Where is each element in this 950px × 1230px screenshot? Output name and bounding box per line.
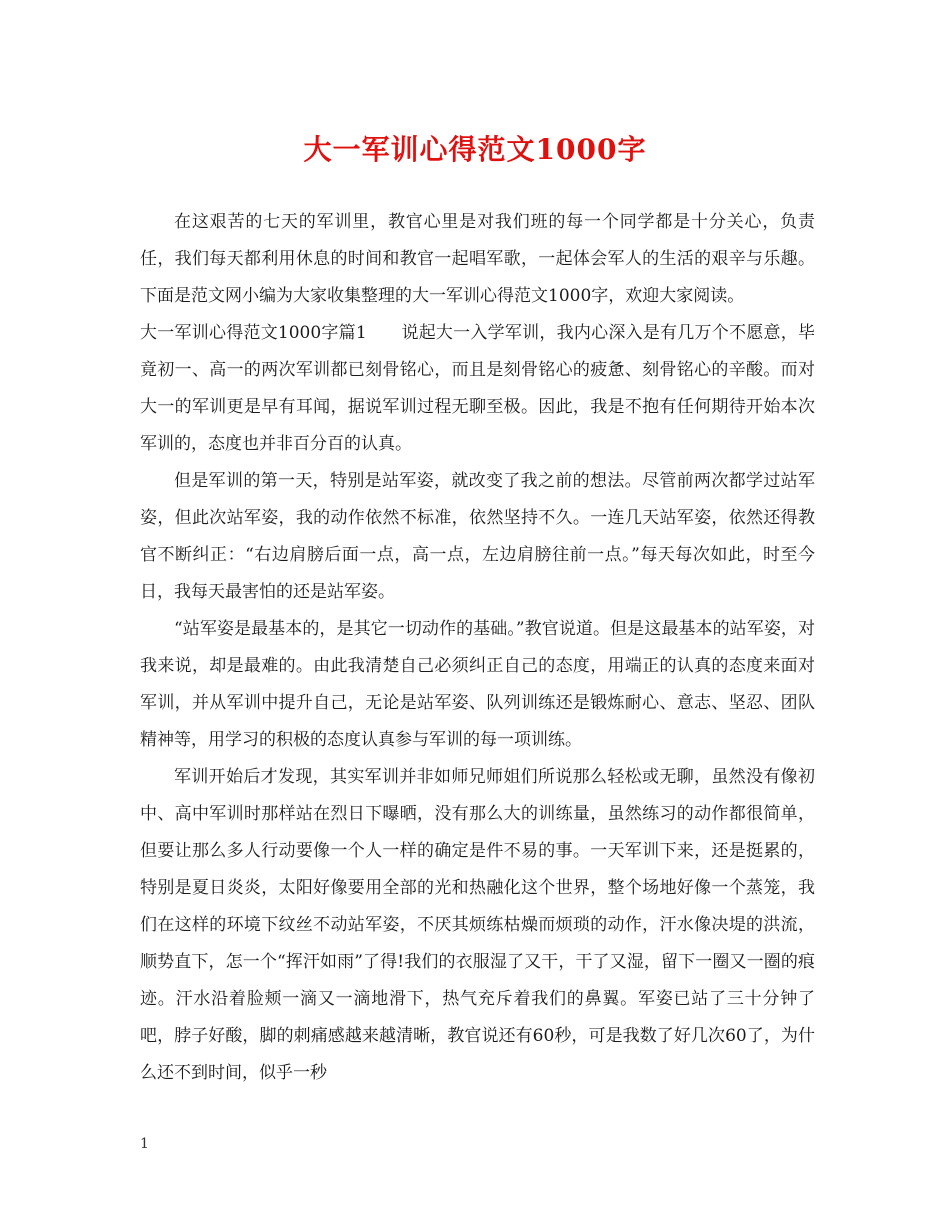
paragraph-intro: 在这艰苦的七天的军训里，教官心里是对我们班的每一个同学都是十分关心，负责任，我们每天都利用休息的时间和教官一起唱军歌，一起体会军人的生活的艰辛与乐趣。下面是范文网小编为大家收集整理的大一军训心得范文1000字，欢迎大家阅读。	[140, 212, 815, 306]
paragraph-instructor-quote: “站军姿是最基本的，是其它一切动作的基础。”教官说道。但是这最基本的站军姿，对我来说，却是最难的。由此我清楚自己必须纠正自己的态度，用端正的认真的态度来面对军训，并从军训中提升自己，无论是站军姿、队列训练还是锻炼耐心、意志、坚忍、团队精神等，用学习的积极的态度认真参与军训的每一项训练。	[140, 619, 815, 750]
paragraph-military-posture: 但是军训的第一天，特别是站军姿，就改变了我之前的想法。尽管前两次都学过站军姿，但此次站军姿，我的动作依然不标准，依然坚持不久。一连几天站军姿，依然还得教官不断纠正：“右边肩膀后面一点，高一点，左边肩膀往前一点。”每天每次如此，时至今日，我每天最害怕的还是站军姿。	[140, 471, 815, 602]
paragraph-article-1: 大一军训心得范文1000字篇1 说起大一入学军训，我内心深入是有几万个不愿意，毕竟初一、高一的两次军训都已刻骨铭心，而且是刻骨铭心的疲惫、刻骨铭心的辛酸。而对大一的军训更是早有耳闻，据说军训过程无聊至极。因此，我是不抱有任何期待开始本次军训的，态度也并非百分百的认真。	[140, 323, 815, 454]
document-body	[140, 204, 815, 1092]
paragraph-training-experience: 军训开始后才发现，其实军训并非如师兄师姐们所说那么轻松或无聊，虽然没有像初中、高中军训时那样站在烈日下曝晒，没有那么大的训练量，虽然练习的动作都很简单，但要让那么多人行动要像一个人一样的确定是件不易的事。一天军训下来，还是挺累的，特别是夏日炎炎，太阳好像要用全部的光和热融化这个世界，整个场地好像一个蒸笼，我们在这样的环境下纹丝不动站军姿，不厌其烦练枯燥而烦琐的动作，汗水像决堤的洪流，顺势直下，怎一个“挥汗如雨”了得!我们的衣服湿了又干，干了又湿，留下一圈又一圈的痕迹。汗水沿着脸颊一滴又一滴地滑下，热气充斥着我们的鼻翼。军姿已站了三十分钟了吧，脖子好酸，脚的刺痛感越来越清晰，教官说还有60秒，可是我数了好几次60了，为什么还不到时间，似乎一秒	[140, 767, 815, 1083]
page-number: 1	[140, 1136, 149, 1152]
document-title: 大一军训心得范文1000字	[303, 133, 647, 166]
